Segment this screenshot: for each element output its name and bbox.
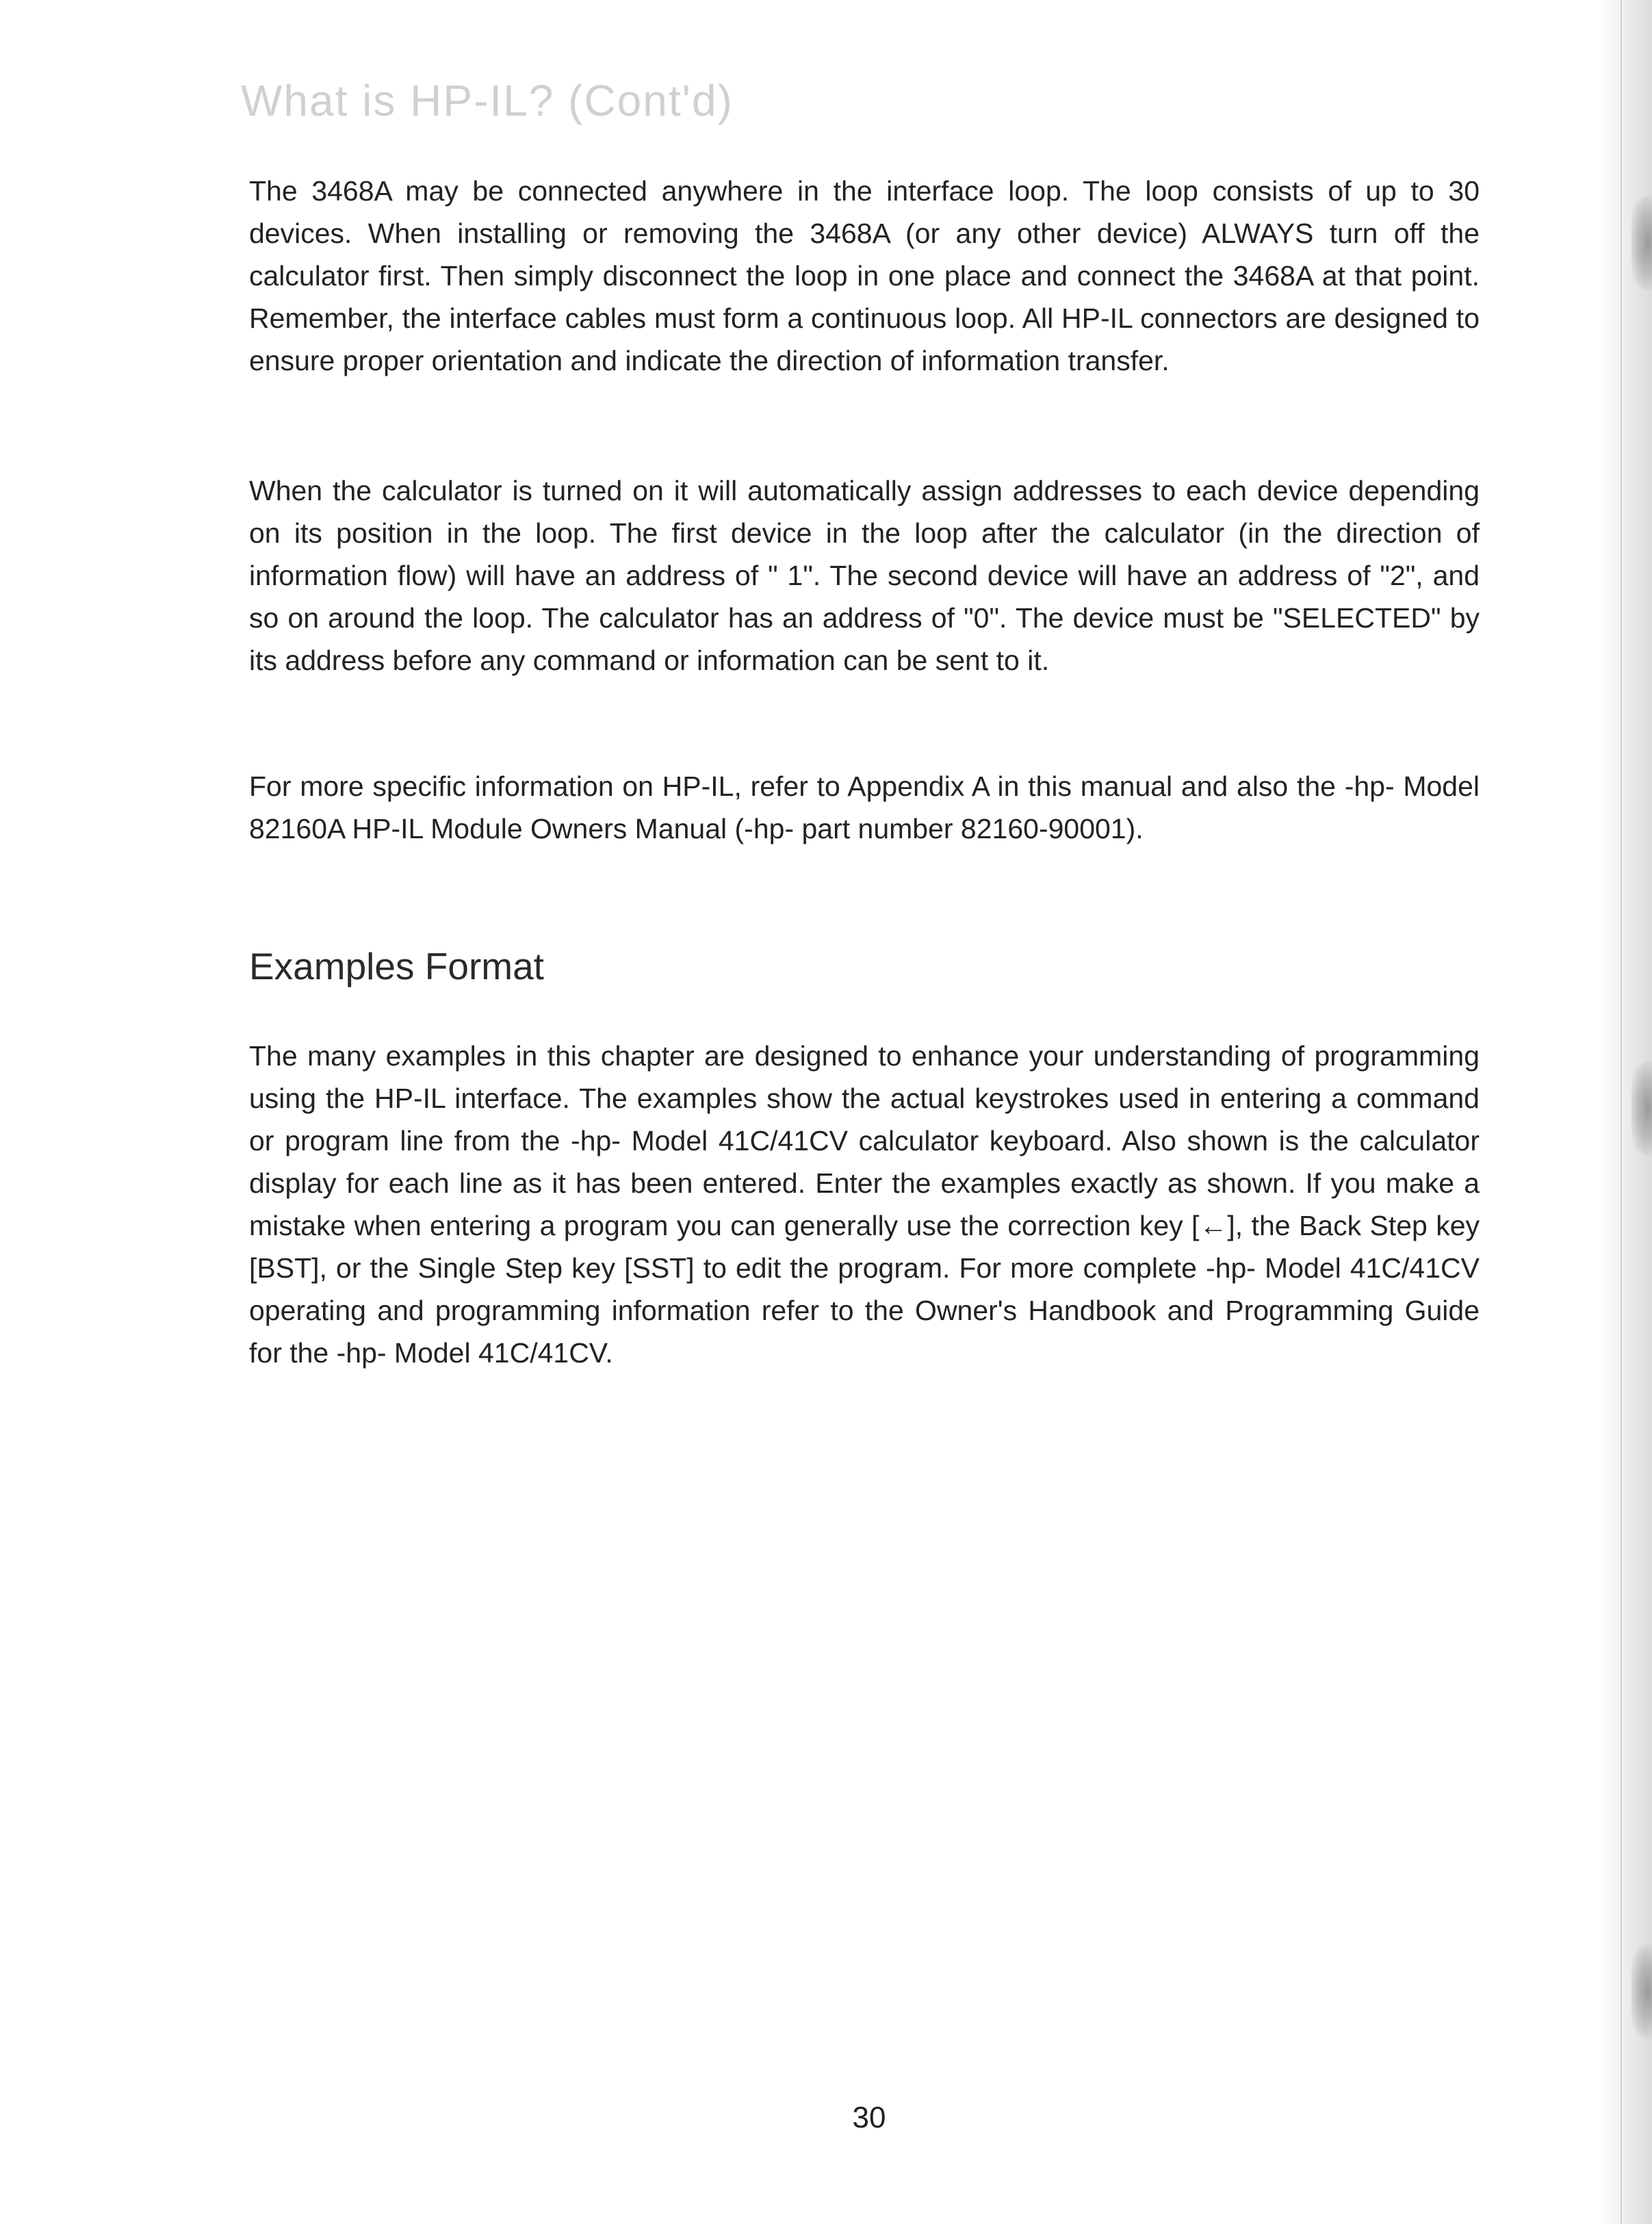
page-edge-line — [1621, 0, 1622, 2224]
paragraph-loop-connection: The 3468A may be connected anywhere in the interface loop. The loop consists of up to 30 devices. When installing or removing the 3468A (or any other device) ALWAYS turn off the calculator first. Then simply disconnect the loop in one place and connect the 3468A at that point. Remember, the interface cables must form a continuous loop. All HP-IL connectors are designed to ensure proper orientation and indicate the direction of information transfer. — [249, 175, 1480, 376]
paragraph-addressing: When the calculator is turned on it will automatically assign addresses to each device depending on its position in the loop. The first device in the loop after the calculator (in the direction of information flow) will have an address of " 1". The second device will have an address of "2", and so on around the loop. The calculator has an address of "0". The device must be "SELECTED" by its address before any command or information can be sent to it. — [249, 475, 1480, 676]
binder-ring-top — [1631, 195, 1652, 291]
page-number: 30 — [852, 2101, 886, 2134]
binder-ring-bottom — [1631, 1943, 1652, 2039]
paragraph-more-information: For more specific information on HP-IL, refer to Appendix A in this manual and also the -hp- Model 82160A HP-IL Module Owners Manual (-hp- part number 82160-90001). — [249, 771, 1480, 844]
paragraph-examples-format: The many examples in this chapter are designed to enhance your understanding of programming using the HP-IL interface. The examples show the actual keystrokes used in entering a command or program line from the -hp- Model 41C/41CV calculator keyboard. Also shown is the calculator display for each line as it has been entered. Enter the examples exactly as shown. If you make a mistake when entering a program you can generally use the correction key [←], the Back Step key [BST], or the Single Step key [SST] to edit the program. For more complete -hp- Model 41C/41CV operating and programming information refer to the Owner's Handbook and Programming Guide for the -hp- Model 41C/41CV. — [249, 1040, 1480, 1369]
section-heading-examples-format: Examples Format — [249, 945, 544, 987]
page-title: What is HP-IL? (Cont'd) — [241, 76, 734, 125]
binder-ring-middle — [1631, 1061, 1652, 1156]
